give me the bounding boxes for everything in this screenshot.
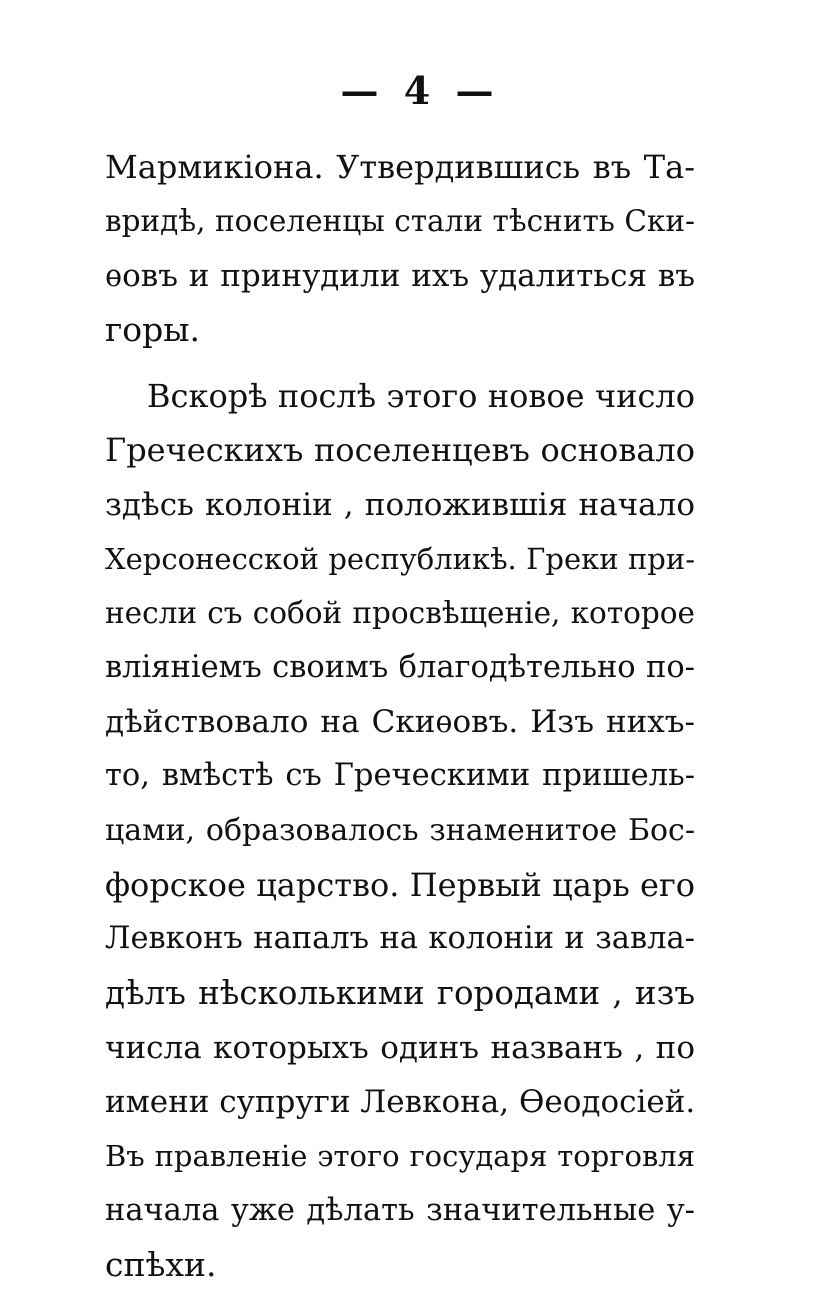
text-line: форское царство. Первый царь его — [105, 865, 695, 904]
paragraph-1 — [105, 140, 695, 357]
text-line: числа которыхъ одинъ названъ , по — [105, 1029, 695, 1066]
text-line: несли съ собой просвѣщеніе, которое — [105, 596, 695, 631]
text-line: дѣлъ нѣсколькими городами , изъ — [105, 974, 695, 1013]
text-line: ѳовъ и принудили ихъ удалиться въ — [105, 257, 695, 294]
text-line: здѣсь колоніи , положившія начало — [105, 486, 695, 523]
text-line: начала уже дѣлать значительные у- — [105, 1192, 695, 1228]
text-line: вридѣ, поселенцы стали тѣснить Ски- — [105, 204, 695, 239]
text-line: Мармикіона. Утвердившись въ Та- — [105, 148, 695, 186]
text-line: имени супруги Левкона, Ѳеодосіей. — [105, 1084, 696, 1121]
text-line: горы. — [105, 309, 201, 349]
page-number: — 4 — — [340, 68, 500, 113]
paragraph-2 — [105, 369, 695, 1292]
text-line: дѣйствовало на Скиѳовъ. Изъ нихъ- — [105, 703, 695, 740]
text-line: то, вмѣстѣ съ Греческими пришель- — [105, 758, 695, 794]
text-line: вліяніемъ своимъ благодѣтельно по- — [105, 649, 695, 685]
text-line: Вскорѣ послѣ этого новое число — [147, 377, 695, 416]
text-line: Греческихъ поселенцевъ основало — [105, 431, 695, 470]
text-line: Херсонесской республикѣ. Греки при- — [105, 542, 695, 577]
text-line: Въ правленіе этого государя торговля — [105, 1139, 695, 1174]
body-text — [105, 140, 695, 1292]
text-line: спѣхи. — [105, 1244, 217, 1284]
text-line: цами, образовалось знаменитое Бос- — [105, 812, 695, 848]
text-line: Левконъ напалъ на колоніи и завла- — [105, 921, 695, 957]
paragraph-gap — [105, 357, 695, 369]
